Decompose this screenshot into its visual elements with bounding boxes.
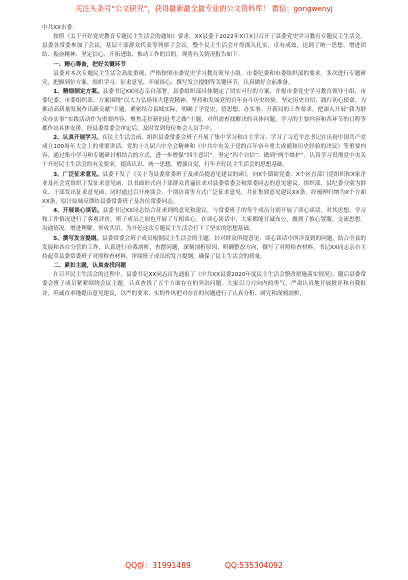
paragraph (42, 207, 366, 234)
paragraph-lead: 1、精细制定方案。 (53, 89, 103, 96)
qq-contact: QQ:535304092 (224, 561, 283, 570)
document-body (0, 24, 408, 299)
paragraph (42, 88, 366, 134)
qq-group: QQ群：31991489 (125, 561, 191, 570)
paragraph-text: 县委下发了《关于为县委常委班子及成员提意见建议的函》，向X个镇街党委、X个区直部门党组织和X家企业及社会党组织下发征求意见函，以书面形式向干部群众普遍征求对县委常委会和常委同志的意见建议。组织部、县纪委分别为群众、干部发出征求意见函，同时通过召开座谈会、个别访谈等方式广泛征求意见。共征集到意见建议XX条，经梳理归纳为X个方面XX条，原汁原味反馈给县委常委班子及各位常委同志。 (42, 171, 366, 205)
paragraph-list (42, 33, 366, 299)
paragraph: 按照《关于开好党史教育专题民主生活会的通知》要求，XX县委于2022年X月X日召开了县委党史学习教育专题民主生活会。县委各常委参加了会议，基层干部群众代表等列席了会议，整个民主生活会开得深入扎实，卓有成效，达到了统一思想、增进团结、振奋精神、坚定信心、开拓进取、推动工作的目的，现将有关情况报告如下： (42, 34, 366, 59)
paragraph-text: 县委书记XX同志亲自部署，县委组织部具体制定了切实可行的方案，并报市委党史学习教育领导小组、市委纪委、市委组织部。方案围绕“以大力弘扬伟大建党精神，坚持和发展党的百年奋斗历史经验，坚定历史自信，践行初心使命，为推动高质量发展作出新贡献”主题，紧密结合县域实际，明确了学党史、悟思想、办实事、开新局的工作要求，把深入开展“我为群众办实事”实践活动作为重要内容，聚焦走好新的赶考之路”主题，对所需查找解决的具体问题，学习的主要内容和各环节的日程等都作出具体安排，经县委常委会审定后，及时发到每位参会人员手中。 (42, 89, 366, 132)
paragraph-text: 县委书记XX同志结合征求到的意见和建议，与常委班子的每个成员分别开展了谈心谈话，对其思想、学习和工作情况进行了客观评价，班子成员之间也开展了互相谈心。在谈心谈话中，大家都能开诚布公，做到了推心置腹，交流思想，沟通情况，增进理解，形成共识，为开好这次专题民主生活会打下了坚实的思想基础。 (42, 208, 366, 233)
paragraph (42, 134, 366, 171)
contact-footer (0, 561, 408, 571)
promo-banner: 关注头条号“公文研究”，获得最新最全最专业的公文资料库！ 微信：gongwenyj (75, 4, 333, 13)
section-heading: 二、紧扣主题，认真查找问题 (53, 263, 126, 270)
section-heading: 一、精心筹备，把好关键环节 (53, 61, 126, 68)
paragraph: 县委对本次专题民主生活会高度重视，严格按照市委党史学习教育领导小组、市委纪委和市委组织部的要求，多次进行专题研究，把握到位方案。组织学习、征求意见、开展谈心、撰写发言提纲等关键环节，认真做好会前准备。 (42, 70, 366, 86)
paragraph-lead: 3、广泛征求意见。 (53, 171, 103, 178)
paragraph (42, 171, 366, 208)
paragraph-lead: 5、撰写发言提纲。 (53, 235, 103, 242)
paragraph: 在召开民主生活会的过程中，县委书记XX同志首先通报了《中共XX县委2020年度民主生活会整改措施落实情况》，随后县委常委会班子成员紧紧围绕会议主题，认真查找了五个方面存在的突出问题。大家以刀刃向内的勇气，严肃认真地开展批评和自我批评，坦诚直率地提出意见建议，以严的要求、实的作风把对存在的问题进行了认真分析、研究和深刻剖析， (42, 272, 366, 297)
paragraph-text: 县委常委会班子成员根据民主生活会的主题，针对群众所提意见、谈心谈话中所涉及到的问题，结合全县的发展和各自分管的工作，认真进行自我剖析，查摆问题，深刻剖析原因，明确整改方向，撰写了对照检查材料。书记XX同志亲自主持起草县委常委班子对照检查材料，审阅班子成员的发言提纲，确保了民主生活会的质量。 (42, 235, 366, 260)
recipient-line: 中共XX市委： (42, 25, 78, 31)
paragraph-lead: 2、认真开展学习。 (53, 134, 103, 141)
paragraph-text: 在民主生活会前，组织县委常委会班子开展了集中学习和自主学习。学习了习近平总书记在庆祝中国共产党成立100周年大会上的重要讲话、党的十九届六中全会精神和《中共中央关于党的百年奋斗重大成就和历史经验的决议》等重要内容，通过集中学习和专题研讨相结合的方式，进一步增强“四个意识”，坚定“四个自信”，做到“两个维护”。认真学习贯彻党中央关于开好民主生活会的有关要求，提高认识、统一思想、增强自觉，打牢开好民主生活会的思想基础。 (42, 134, 366, 169)
paragraph (42, 235, 366, 262)
paragraph-lead: 4、开展谈心谈话。 (53, 208, 103, 215)
